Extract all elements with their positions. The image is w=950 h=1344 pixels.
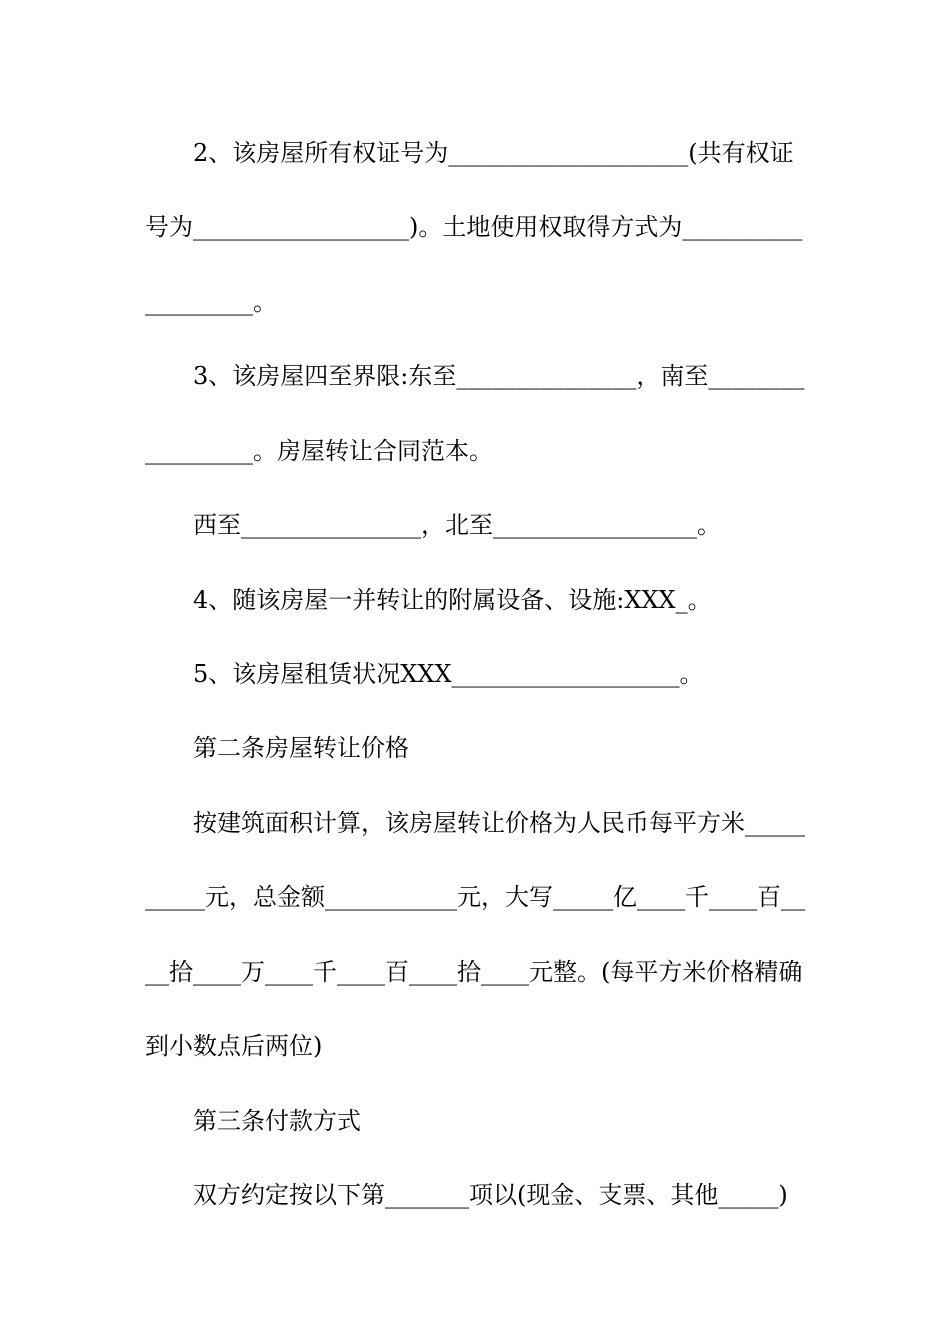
clause-attached-facilities: 4、随该房屋一并转让的附属设备、设施:XXX_。 — [193, 586, 712, 614]
clause-price-cont-2: __拾____万____千____百____拾____元整。(每平方米价格精确 — [145, 958, 803, 986]
clause-ownership-certificate-end: _________。 — [145, 288, 277, 316]
clause-ownership-certificate-cont: 号为__________________)。土地使用权取得方式为__________ — [145, 213, 803, 241]
clause-price: 按建筑面积计算，该房屋转让价格为人民币每平方米_____ — [193, 809, 805, 837]
clause-boundaries: 3、该房屋四至界限:东至_______________，南至________ — [193, 362, 805, 390]
clause-price-end: 到小数点后两位) — [145, 1032, 323, 1060]
clause-boundaries-cont: _________。房屋转让合同范本。 — [145, 437, 493, 465]
clause-ownership-certificate: 2、该房屋所有权证号为____________________(共有权证 — [193, 139, 794, 167]
clause-payment: 双方约定按以下第_______项以(现金、支票、其他_____) — [193, 1181, 788, 1209]
clause-price-cont: _____元，总金额___________元，大写_____亿____千____百__ — [145, 883, 805, 911]
clause-boundaries-west-north: 西至_______________，北至_________________。 — [193, 511, 721, 539]
section-heading-price: 第二条房屋转让价格 — [193, 734, 409, 762]
clause-lease-status: 5、该房屋租赁状况XXX___________________。 — [193, 660, 704, 688]
section-heading-payment: 第三条付款方式 — [193, 1107, 361, 1135]
